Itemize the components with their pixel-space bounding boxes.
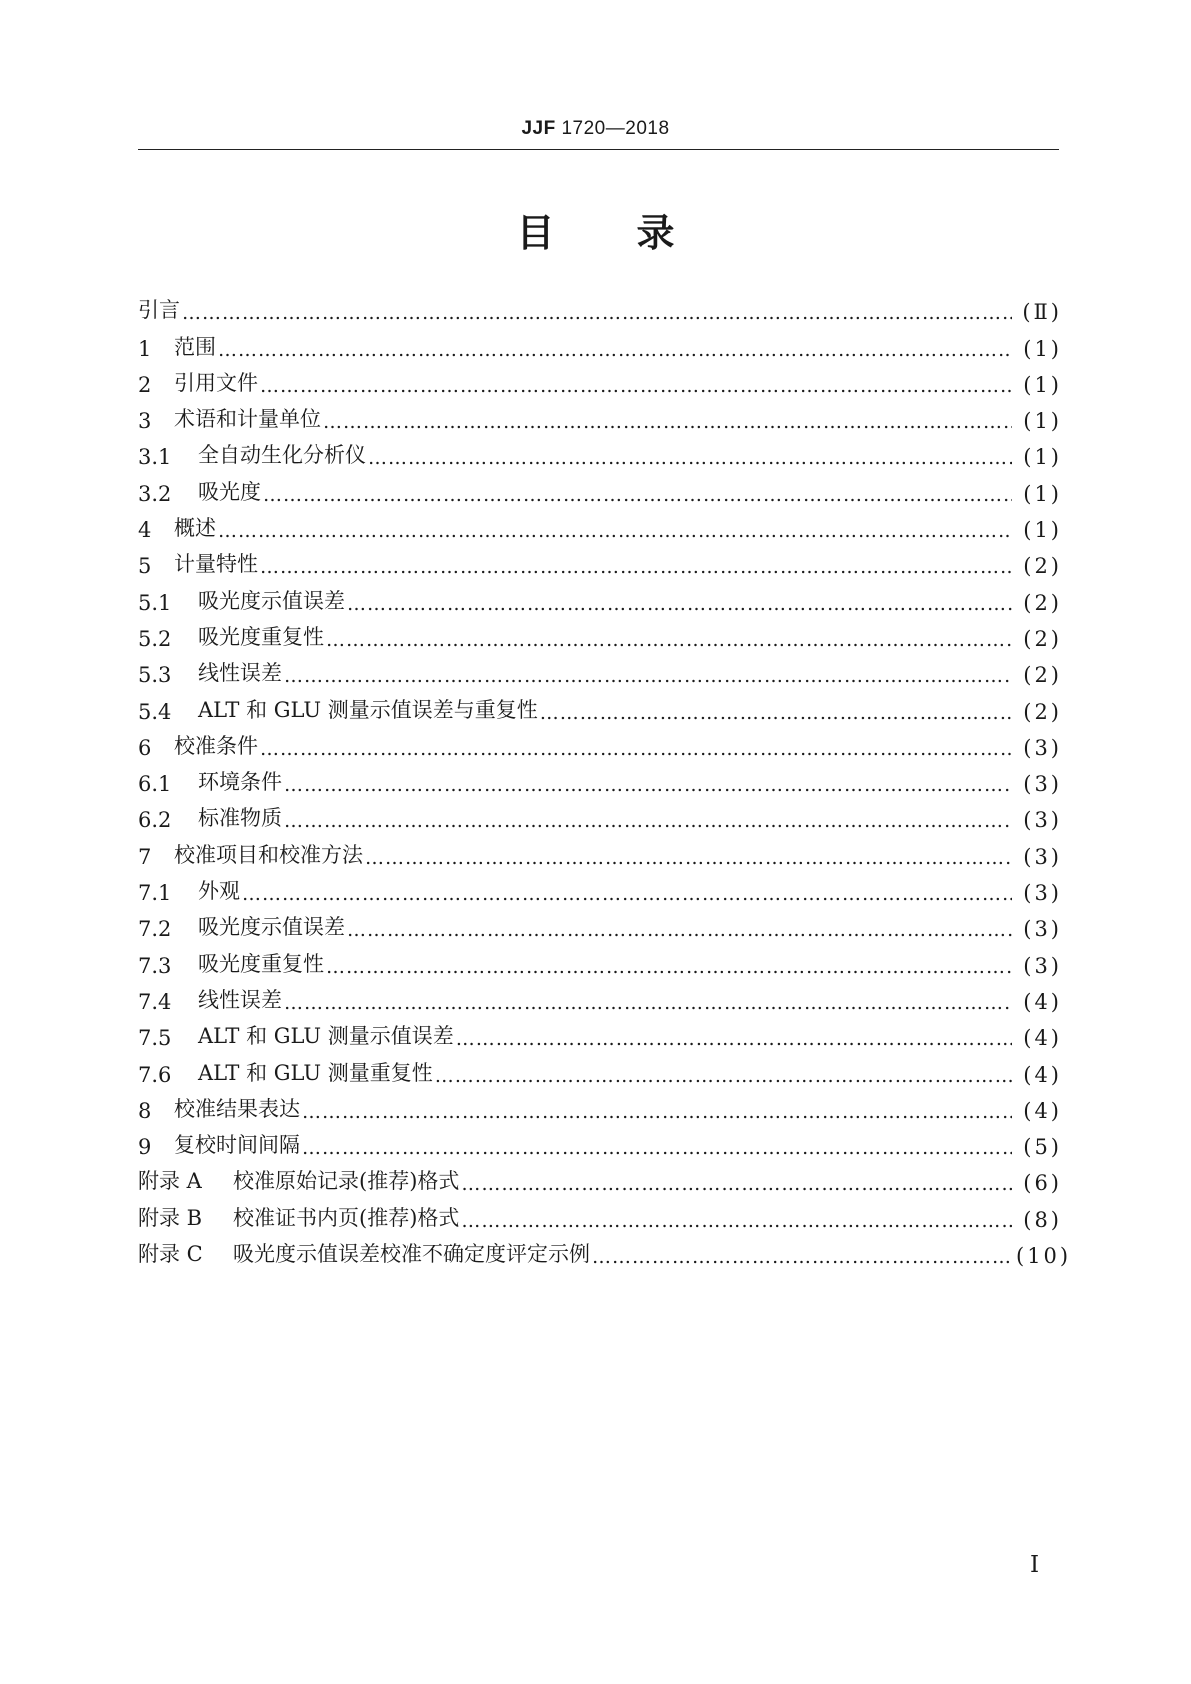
toc-entry-page: (1) [1023,336,1062,361]
toc-entry-label: 校准条件 [174,733,258,758]
toc-leader-dots [218,339,1012,361]
toc-entry-label: 吸光度 [198,479,261,504]
toc-entry-label: 复校时间间隔 [174,1133,300,1158]
toc-entry-number: 附录 A [138,1169,202,1194]
toc-entry-page: (Ⅱ) [1022,300,1062,325]
toc-entry[interactable] [138,1195,1062,1232]
toc-entry-number: 2 [138,372,152,397]
toc-entry-page: (3) [1023,953,1062,978]
toc-entry-label: 标准物质 [198,806,282,831]
header-rule [138,149,1059,150]
toc-entry-page: (1) [1023,445,1062,470]
toc-entry-number: 5.3 [138,663,172,688]
toc-entry-page: (5) [1023,1135,1062,1160]
toc-entry[interactable] [138,1159,1062,1196]
toc-entry-page: (8) [1023,1207,1062,1232]
toc-entry-number: 7.5 [138,1026,172,1051]
toc-leader-dots [302,1101,1012,1123]
toc-entry-label: 校准项目和校准方法 [174,842,363,867]
toc-entry-number: 9 [138,1135,152,1160]
toc-leader-dots [260,556,1012,578]
toc-entry-page: (2) [1023,554,1062,579]
toc-entry-label: 校准证书内页(推荐)格式 [233,1205,460,1230]
toc-entry-label: 范围 [174,334,216,359]
toc-entry[interactable] [138,760,1062,797]
toc-entry[interactable] [138,578,1062,615]
toc-entry[interactable] [138,542,1062,579]
table-of-contents [138,288,1072,1269]
toc-entry-label: ALT 和 GLU 测量示值误差 [198,1024,454,1049]
toc-leader-dots [260,375,1012,397]
toc-entry-number: 6.2 [138,808,172,833]
toc-leader-dots [242,883,1012,905]
title-char-2: 录 [636,211,675,255]
toc-leader-dots [302,1137,1012,1159]
toc-entry-number: 7.4 [138,989,172,1014]
toc-leader-dots [182,302,1012,324]
toc-entry-label: ALT 和 GLU 测量示值误差与重复性 [198,697,538,722]
toc-entry[interactable] [138,1123,1062,1160]
toc-entry[interactable] [138,469,1062,506]
page-number: I [1030,1552,1040,1578]
toc-entry-label: 引言 [138,298,180,323]
toc-entry-label: 吸光度示值误差 [198,915,345,940]
toc-entry-page: (2) [1023,590,1062,615]
toc-entry-page: (2) [1023,699,1062,724]
toc-entry-label: 吸光度示值误差 [198,588,345,613]
toc-entry[interactable] [138,1050,1062,1087]
toc-entry-number: 1 [138,336,152,361]
toc-entry[interactable] [138,978,1062,1014]
toc-entry[interactable] [138,361,1062,397]
toc-leader-dots [284,665,1012,687]
toc-leader-dots [323,411,1012,433]
toc-leader-dots [326,956,1012,978]
toc-leader-dots [368,447,1012,469]
toc-entry-number: 5 [138,554,152,579]
toc-entry[interactable] [138,397,1062,434]
toc-entry-label: 外观 [198,879,240,904]
toc-entry[interactable] [138,615,1062,651]
toc-entry[interactable] [138,1232,1072,1269]
toc-entry-number: 附录 C [138,1242,203,1267]
toc-entry[interactable] [138,651,1062,688]
toc-entry-number: 5.4 [138,699,172,724]
toc-entry-label: 概述 [174,516,216,541]
toc-leader-dots [461,1210,1012,1232]
toc-entry-label: 环境条件 [198,770,282,795]
toc-leader-dots [461,1173,1012,1195]
toc-entry-page: (1) [1023,518,1062,543]
toc-entry[interactable] [138,796,1062,833]
toc-entry-label: 术语和计量单位 [174,407,321,432]
toc-entry-number: 6.1 [138,772,172,797]
toc-entry-page: (3) [1023,735,1062,760]
toc-leader-dots [456,1028,1012,1050]
title-char-1: 目 [516,211,555,255]
standard-code: JJF [521,118,556,139]
toc-entry-label: 线性误差 [198,661,282,686]
toc-entry-page: (4) [1023,1062,1062,1087]
toc-entry[interactable] [138,687,1062,724]
toc-entry-label: 吸光度重复性 [198,624,324,649]
toc-entry-label: 全自动生化分析仪 [198,443,366,468]
toc-leader-dots [435,1065,1012,1087]
toc-leader-dots [284,774,1012,796]
toc-entry-page: (4) [1023,1098,1062,1123]
toc-entry[interactable] [138,324,1062,361]
toc-entry[interactable] [138,724,1062,760]
toc-entry-page: (2) [1023,663,1062,688]
toc-entry-label: ALT 和 GLU 测量重复性 [198,1060,433,1085]
toc-leader-dots [347,593,1012,615]
toc-leader-dots [540,702,1012,724]
page-title [0,202,1191,257]
toc-entry-number: 4 [138,518,152,543]
toc-entry[interactable] [138,433,1062,470]
toc-entry-page: (10) [1016,1244,1072,1269]
toc-entry-number: 5.2 [138,626,172,651]
toc-entry-page: (3) [1023,808,1062,833]
toc-entry-number: 5.1 [138,590,172,615]
toc-entry[interactable] [138,905,1062,942]
toc-entry-page: (3) [1023,881,1062,906]
toc-leader-dots [284,810,1012,832]
toc-entry-page: (3) [1023,772,1062,797]
toc-entry-number: 6 [138,735,152,760]
toc-entry-label: 引用文件 [174,370,258,395]
toc-entry-number: 3.1 [138,445,172,470]
toc-entry-number: 附录 B [138,1205,203,1230]
toc-entry-number: 8 [138,1098,152,1123]
toc-entry[interactable] [138,1087,1062,1123]
toc-leader-dots [263,484,1012,506]
toc-entry-page: (6) [1023,1171,1062,1196]
document-header [0,118,1191,140]
toc-entry[interactable] [138,288,1062,325]
toc-entry-page: (4) [1023,989,1062,1014]
toc-entry-page: (1) [1023,409,1062,434]
toc-entry-number: 7.6 [138,1062,172,1087]
toc-entry[interactable] [138,941,1062,978]
toc-leader-dots [592,1246,1012,1268]
toc-entry-number: 7.2 [138,917,172,942]
toc-leader-dots [365,847,1012,869]
toc-entry[interactable] [138,506,1062,543]
toc-entry-number: 3 [138,409,152,434]
toc-entry[interactable] [138,832,1062,869]
toc-entry-label: 吸光度重复性 [198,951,324,976]
toc-entry-page: (4) [1023,1026,1062,1051]
toc-leader-dots [218,520,1012,542]
toc-entry-page: (3) [1023,844,1062,869]
toc-entry-label: 校准结果表达 [174,1096,300,1121]
toc-entry-number: 7 [138,844,152,869]
toc-leader-dots [326,629,1012,651]
toc-entry-number: 7.1 [138,881,172,906]
toc-leader-dots [260,738,1012,760]
toc-entry-page: (3) [1023,917,1062,942]
toc-entry-label: 校准原始记录(推荐)格式 [233,1169,460,1194]
toc-entry-page: (1) [1023,372,1062,397]
toc-entry[interactable] [138,869,1062,906]
toc-entry-label: 吸光度示值误差校准不确定度评定示例 [233,1242,590,1267]
toc-leader-dots [284,992,1012,1014]
standard-number: 1720—2018 [561,118,670,139]
toc-entry-page: (2) [1023,626,1062,651]
toc-entry-number: 7.3 [138,953,172,978]
toc-entry-number: 3.2 [138,481,172,506]
toc-entry[interactable] [138,1014,1062,1051]
toc-leader-dots [347,919,1012,941]
toc-entry-page: (1) [1023,481,1062,506]
toc-entry-label: 计量特性 [174,552,258,577]
toc-entry-label: 线性误差 [198,987,282,1012]
